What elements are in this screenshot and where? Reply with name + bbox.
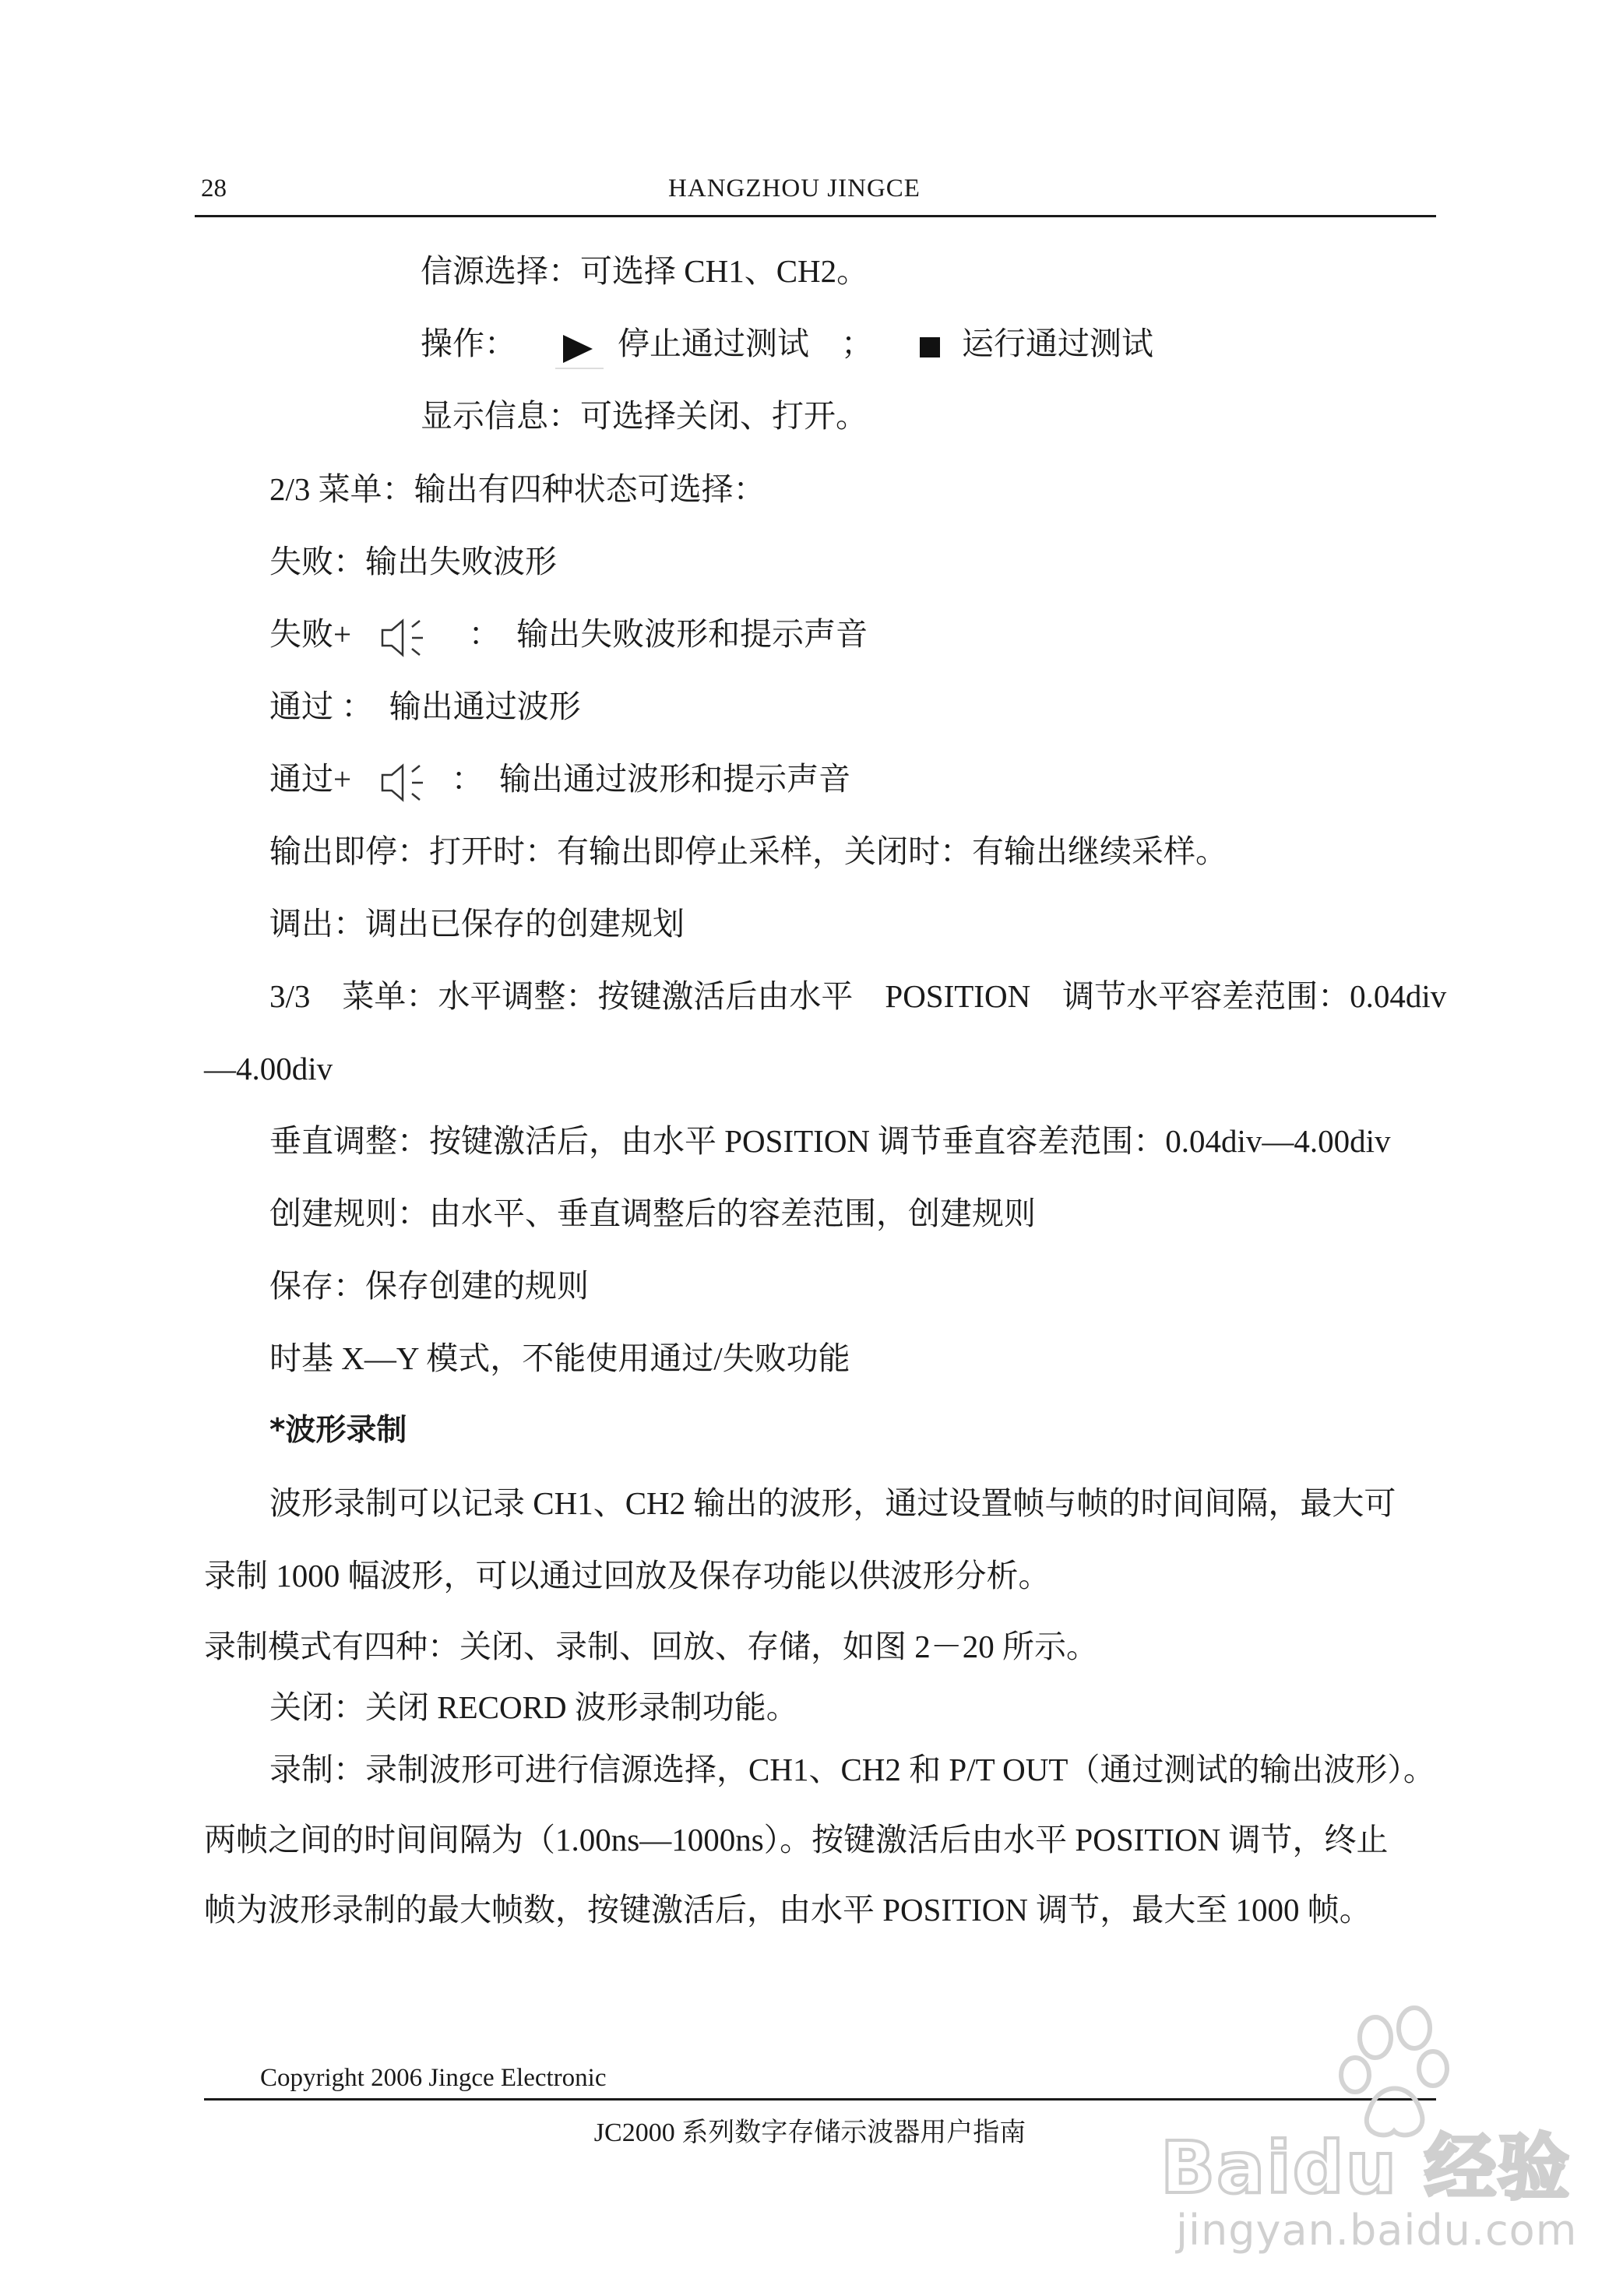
header-title: HANGZHOU JINGCE	[668, 174, 921, 202]
line-signal-source: 信源选择：可选择 CH1、CH2。	[421, 253, 869, 289]
footer-copyright: Copyright 2006 Jingce Electronic	[260, 2064, 607, 2092]
line-record: 录制：录制波形可进行信源选择，CH1、CH2 和 P/T OUT（通过测试的输出波形）。	[269, 1752, 1435, 1787]
line-close: 关闭：关闭 RECORD 波形录制功能。	[269, 1689, 798, 1725]
line-operation	[421, 322, 1153, 365]
line-output-stop: 输出即停：打开时：有输出即停止采样，关闭时：有输出继续采样。	[269, 833, 1227, 869]
line-record-modes: 录制模式有四种：关闭、录制、回放、存储，如图 2－20 所示。	[204, 1629, 1098, 1664]
run-test-text: 运行通过测试	[962, 326, 1153, 361]
line-pass-sound	[269, 757, 850, 805]
header-rule	[195, 215, 1436, 217]
watermark-url: jingyan.baidu.com	[1176, 2206, 1578, 2255]
fail-sound-text: ： 输出失败波形和提示声音	[468, 616, 868, 652]
line-record-intro: 波形录制可以记录 CH1、CH2 输出的波形，通过设置帧与帧的时间间隔，最大可	[269, 1485, 1396, 1521]
pass-sound-text: ： 输出通过波形和提示声音	[451, 761, 851, 797]
line-fail-sound	[269, 612, 868, 660]
stop-square-icon	[920, 337, 940, 357]
line-menu-3-3: 3/3 菜单：水平调整：按键激活后由水平 POSITION 调节水平容差范围：0.04div	[269, 978, 1447, 1014]
speaker-icon	[379, 616, 437, 660]
pass-plus-label: 通过+	[269, 761, 352, 797]
line-create-rule: 创建规则：由水平、垂直调整后的容差范围，创建规则	[269, 1196, 1036, 1231]
section-heading: *波形录制	[269, 1413, 407, 1448]
line-vertical-adjust: 垂直调整：按键激活后，由水平 POSITION 调节垂直容差范围：0.04div—4.00div	[269, 1123, 1391, 1159]
line-xy-mode: 时基 X—Y 模式，不能使用通过/失败功能	[269, 1340, 850, 1376]
line-save: 保存：保存创建的规则	[269, 1268, 589, 1304]
speaker-icon	[379, 761, 437, 805]
stop-test-text: 停止通过测试 ；	[618, 326, 873, 361]
play-icon	[560, 332, 594, 363]
operation-label: 操作：	[421, 326, 516, 361]
line-fail: 失败：输出失败波形	[269, 544, 557, 579]
line-record-end-frame: 帧为波形录制的最大帧数，按键激活后，由水平 POSITION 调节，最大至 1000 帧。	[204, 1892, 1371, 1928]
line-menu-2-3: 2/3 菜单：输出有四种状态可选择：	[269, 471, 766, 507]
line-display-info: 显示信息：可选择关闭、打开。	[421, 398, 868, 434]
line-recall: 调出：调出已保存的创建规划	[269, 906, 685, 942]
line-menu-3-3-cont: —4.00div	[204, 1051, 333, 1086]
footer-doc-title: JC2000 系列数字存储示波器用户指南	[593, 2118, 1026, 2147]
page-number: 28	[201, 174, 227, 202]
line-record-intro-cont: 录制 1000 幅波形，可以通过回放及保存功能以供波形分析。	[204, 1558, 1051, 1593]
line-record-interval: 两帧之间的时间间隔为（1.00ns—1000ns）。按键激活后由水平 POSITION 调节，终止	[204, 1822, 1389, 1858]
watermark-brand: Baidu 经验	[1160, 2126, 1572, 2210]
baidu-jingyan-watermark	[1153, 1994, 1604, 2259]
fail-plus-label: 失败+	[269, 616, 352, 652]
line-pass: 通过 ： 输出通过波形	[269, 688, 581, 724]
